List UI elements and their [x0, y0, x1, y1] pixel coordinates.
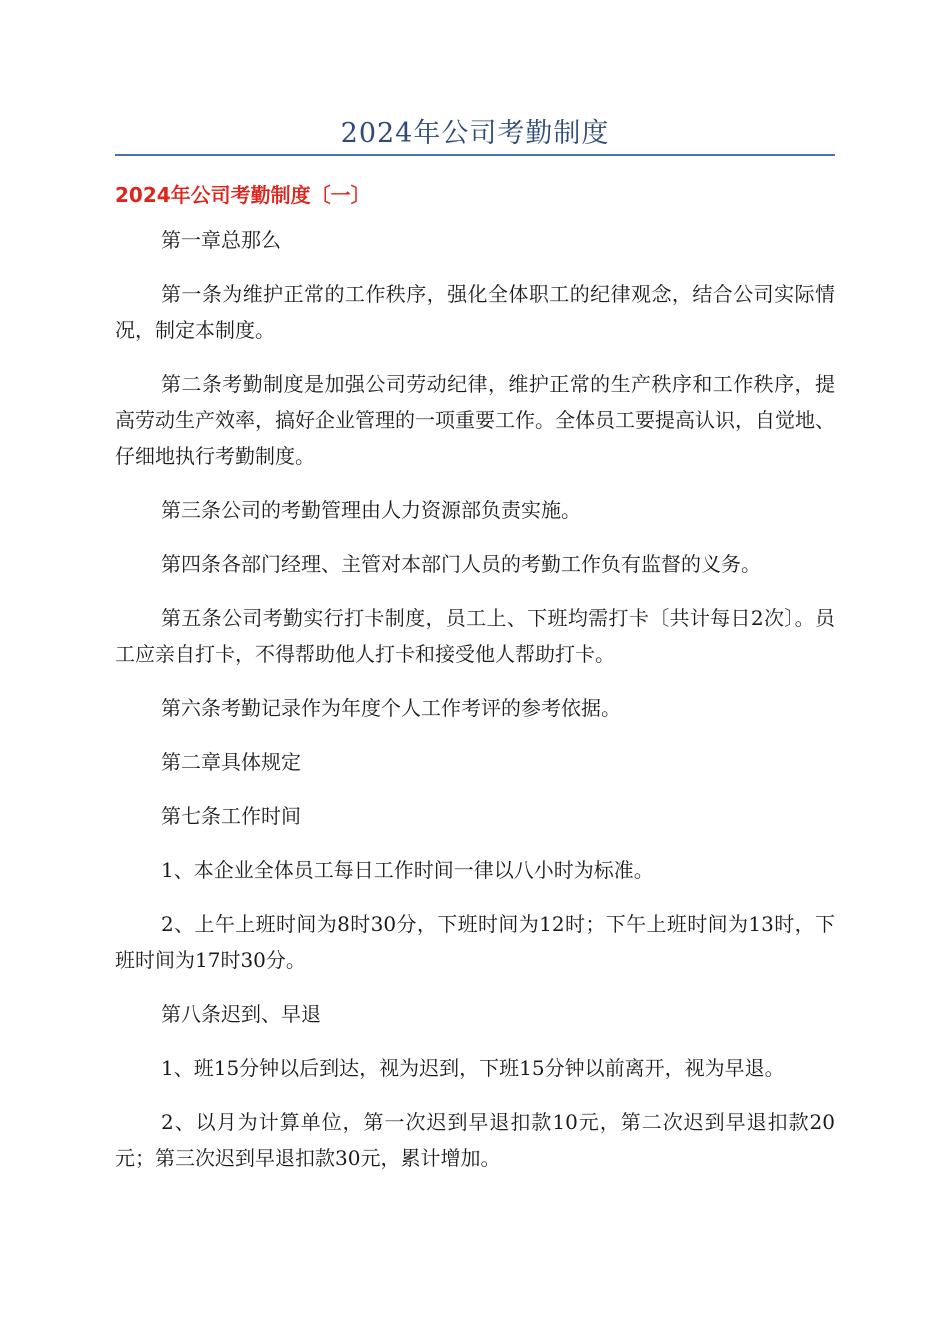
article-paragraph: 第二条考勤制度是加强公司劳动纪律，维护正常的生产秩序和工作秩序，提高劳动生产效率，搞好企业管理的一项重要工作。全体员工要提高认识，自觉地、仔细地执行考勤制度。	[115, 372, 835, 468]
article-paragraph: 第六条考勤记录作为年度个人工作考评的参考依据。	[161, 696, 621, 720]
document-body	[115, 222, 835, 1194]
article-heading: 第八条迟到、早退	[161, 1002, 321, 1026]
list-item: 2、以月为计算单位，第一次迟到早退扣款10元，第二次迟到早退扣款20元；第三次迟到早退扣款30元，累计增加。	[115, 1110, 835, 1170]
article-paragraph: 第一条为维护正常的工作秩序，强化全体职工的纪律观念，结合公司实际情况，制定本制度。	[115, 282, 835, 342]
article-paragraph: 第三条公司的考勤管理由人力资源部负责实施。	[161, 498, 581, 522]
list-item: 2、上午上班时间为8时30分，下班时间为12时；下午上班时间为13时，下班时间为17时30分。	[115, 912, 835, 972]
list-item: 1、本企业全体员工每日工作时间一律以八小时为标准。	[161, 858, 654, 882]
title-divider	[115, 154, 835, 156]
article-paragraph: 第四条各部门经理、主管对本部门人员的考勤工作负有监督的义务。	[161, 552, 761, 576]
chapter-heading: 第二章具体规定	[161, 750, 301, 774]
article-heading: 第七条工作时间	[161, 804, 301, 828]
section-heading: 2024年公司考勤制度〔一〕	[115, 183, 371, 207]
chapter-heading: 第一章总那么	[161, 228, 281, 252]
article-paragraph: 第五条公司考勤实行打卡制度，员工上、下班均需打卡〔共计每日2次〕。员工应亲自打卡，不得帮助他人打卡和接受他人帮助打卡。	[115, 606, 835, 666]
list-item: 1、班15分钟以后到达，视为迟到，下班15分钟以前离开，视为早退。	[161, 1056, 785, 1080]
document-title: 2024年公司考勤制度	[340, 118, 610, 149]
